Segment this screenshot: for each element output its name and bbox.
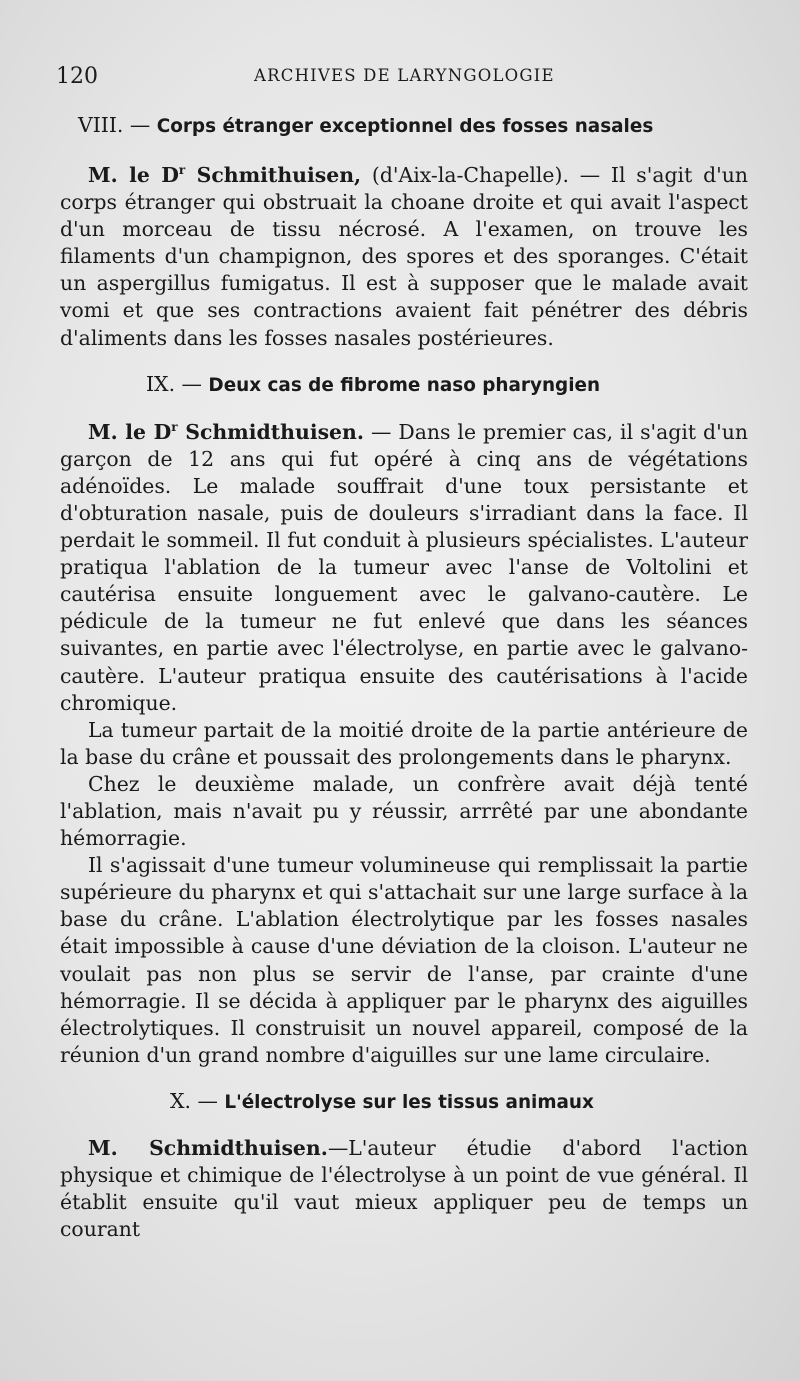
paragraph (60, 162, 748, 352)
author-name: M. le $D^r$ Schmithuisen, (88, 163, 362, 187)
section-numeral: X. — (170, 1088, 218, 1113)
author-name: M. le $D^r$ Schmidthuisen. (88, 419, 364, 444)
page-number: 120 (56, 64, 98, 89)
section-title: Deux cas de fibrome naso pharyngien (208, 374, 601, 396)
paragraph-text: — Dans le premier cas, il s'agit d'un garçon de 12 ans qui fut opéré à cinq ans de végétations adénoïdes. Le malade souffrait d'une toux persistante et d'obturation nasale, puis de douleurs s'irradiant dans la face. Il perdait le sommeil. Il fut conduit à plusieurs spécialistes. L'auteur pratiqua l'ablation de la tumeur avec l'anse de Voltolini et cautérisa ensuite longuement avec le galvano-cautère. Le pédicule de la tumeur ne fut enlevé que dans les séances suivantes, en partie avec l'électrolyse, en partie avec le galvano-cautère. L'auteur pratiqua ensuite des cautérisations à l'acide chromique. (60, 419, 748, 715)
section-numeral: VIII. — (78, 113, 151, 137)
paragraph: La tumeur partait de la moitié droite de la partie antérieure de la base du crâne et poussait des prolongements dans le pharynx. (60, 717, 748, 769)
page-header (56, 64, 750, 94)
author-name: M. Schmidthuisen. (88, 1135, 328, 1160)
paragraph (60, 1135, 748, 1243)
page-body (60, 112, 748, 1243)
section-numeral: IX. — (146, 371, 202, 396)
paragraph-text: —L'auteur étudie d'abord l'action physique et chimique de l'électrolyse à un point de vue général. Il établit ensuite qu'il vaut mieux appliquer peu de temps un courant (60, 1135, 748, 1242)
section-heading-viii (60, 112, 748, 140)
paragraph (60, 419, 748, 717)
section-title: Corps étranger exceptionnel des fosses nasales (156, 116, 654, 137)
paragraph: Il s'agissait d'une tumeur volumineuse qui remplissait la partie supérieure du pharynx et qui s'attachait sur une large surface à la base du crâne. L'ablation électrolytique par les fosses nasales était impossible à cause d'une déviation de la cloison. L'auteur ne voulait pas non plus se servir de l'anse, par crainte d'une hémorragie. Il se décida à appliquer par le pharynx des aiguilles électrolytiques. Il construisit un nouvel appareil, composé de la réunion d'un grand nombre d'aiguilles sur une lame circulaire. (60, 853, 748, 1067)
section-heading-x (60, 1088, 748, 1116)
section-title: L'électrolyse sur les tissus animaux (224, 1091, 594, 1113)
running-title: ARCHIVES DE LARYNGOLOGIE (254, 66, 555, 85)
paragraph-text: (d'Aix-la-Chapelle). — Il s'agit d'un corps étranger qui obstruait la choane droite et qui avait l'aspect d'un morceau de tissu nécrosé. A l'examen, on trouve les filaments d'un champignon, des spores et des sporanges. C'était un aspergillus fumigatus. Il est à supposer que le malade avait vomi et que ses contractions avaient fait pénétrer des débris d'aliments dans les fosses nasales postérieures. (60, 163, 748, 350)
section-heading-ix (60, 371, 748, 399)
paragraph: Chez le deuxième malade, un confrère avait déjà tenté l'ablation, mais n'avait pu y réussir, arrrêté par une abondante hémorragie. (60, 771, 748, 851)
